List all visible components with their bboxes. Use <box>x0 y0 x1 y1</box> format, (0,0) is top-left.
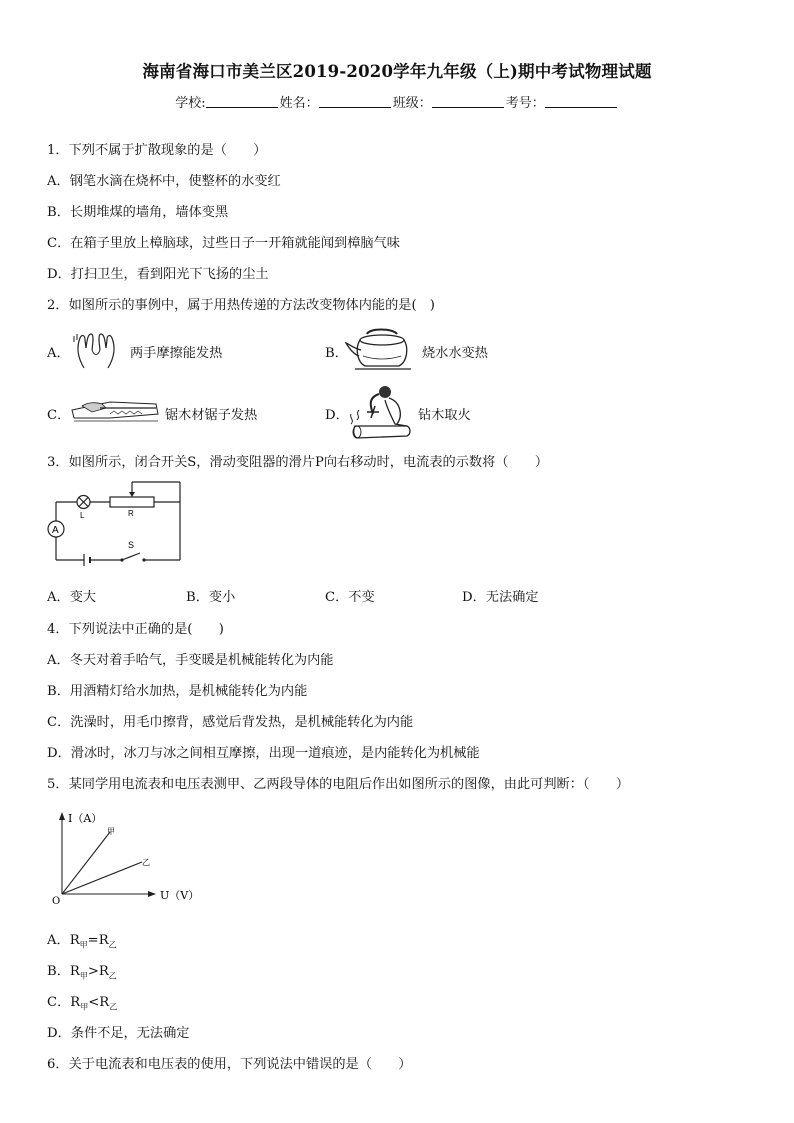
q4-stem: 4．下列说法中正确的是( ) <box>47 622 224 637</box>
rheostat-label: R <box>128 509 134 518</box>
graph-line2-label: 乙 <box>142 858 150 867</box>
q3-option-a: A．变大 <box>47 590 97 605</box>
q5-option-d: D．条件不足，无法确定 <box>47 1026 190 1041</box>
q1-option-a: A．钢笔水滴在烧杯中，使整杯的水变红 <box>47 174 281 189</box>
switch-label: S <box>128 540 135 550</box>
q4-option-c: C．洗澡时，用毛巾擦背，感觉后背发热，是机械能转化为内能 <box>47 715 414 730</box>
kettle-icon <box>345 326 421 372</box>
page-title: 海南省海口市美兰区2019-2020学年九年级（上)期中考试物理试题 <box>142 62 652 81</box>
q1-option-c: C．在箱子里放上樟脑球，过些日子一开箱就能闻到樟脑气味 <box>47 236 400 251</box>
q2-option-c-letter: C． <box>47 408 71 423</box>
q2-option-c-text: 锯木材锯子发热 <box>165 408 258 423</box>
graph-origin-label: O <box>52 896 61 907</box>
q5-stem: 5．某同学用电流表和电压表测甲、乙两段导体的电阻后作出如图所示的图像，由此可判断：（ ） <box>47 777 630 792</box>
q2-option-d-letter: D． <box>325 408 349 423</box>
q3-stem: 3．如图所示，闭合开关S，滑动变阻器的滑片P向右移动时，电流表的示数将（ ） <box>47 455 549 470</box>
q5-option-c: C．$R_甲<R_乙$ <box>47 995 118 1012</box>
q2-stem: 2．如图所示的事例中，属于用热传递的方法改变物体内能的是( ) <box>47 298 435 313</box>
q5-option-a: A．$R_甲=R_乙$ <box>47 933 117 950</box>
q2-option-b-text: 烧水水变热 <box>422 346 488 361</box>
q1-stem: 1．下列不属于扩散现象的是（ ） <box>47 143 267 158</box>
graph-line1-label: 甲 <box>107 827 115 836</box>
name-label: 姓名： <box>279 96 319 111</box>
graph-y-label: I（A） <box>68 812 103 825</box>
q4-option-d: D．滑冰时，冰刀与冰之间相互摩擦，出现一道痕迹，是内能转化为机械能 <box>47 746 480 761</box>
q1-option-b: B．长期堆煤的墙角，墙体变黑 <box>47 205 229 220</box>
lamp-label: L <box>80 511 85 520</box>
class-label: 班级： <box>392 96 432 111</box>
school-blank[interactable] <box>206 95 278 108</box>
q3-option-d: D．无法确定 <box>462 590 539 605</box>
number-label: 考号： <box>505 96 545 111</box>
q5-option-b: B．$R_甲>R_乙$ <box>47 964 117 981</box>
school-label: 学校: <box>175 96 206 111</box>
saw-wood-icon <box>70 396 160 424</box>
drill-wood-fire-icon <box>345 384 417 442</box>
iu-graph <box>44 806 214 906</box>
student-info-row <box>0 92 794 111</box>
q2-option-a-text: 两手摩擦能发热 <box>130 346 223 361</box>
class-blank[interactable] <box>432 95 504 108</box>
hands-rubbing-icon <box>70 330 122 370</box>
q3-option-c: C．不变 <box>325 590 375 605</box>
q3-option-b: B．变小 <box>186 590 236 605</box>
name-blank[interactable] <box>319 95 391 108</box>
q6-stem: 6．关于电流表和电压表的使用，下列说法中错误的是（ ） <box>47 1057 412 1072</box>
q2-option-b-letter: B． <box>325 346 348 361</box>
q1-option-d: D．打扫卫生，看到阳光下飞扬的尘土 <box>47 267 269 282</box>
graph-x-label: U（V） <box>160 889 200 902</box>
q2-option-a-letter: A． <box>47 346 70 361</box>
q2-option-d-text: 钻木取火 <box>418 408 471 423</box>
circuit-diagram <box>44 478 184 564</box>
q4-option-b: B．用酒精灯给水加热，是机械能转化为内能 <box>47 684 308 699</box>
q4-option-a: A．冬天对着手哈气，手变暖是机械能转化为内能 <box>47 653 334 668</box>
ammeter-label: A <box>52 525 59 536</box>
number-blank[interactable] <box>545 95 617 108</box>
